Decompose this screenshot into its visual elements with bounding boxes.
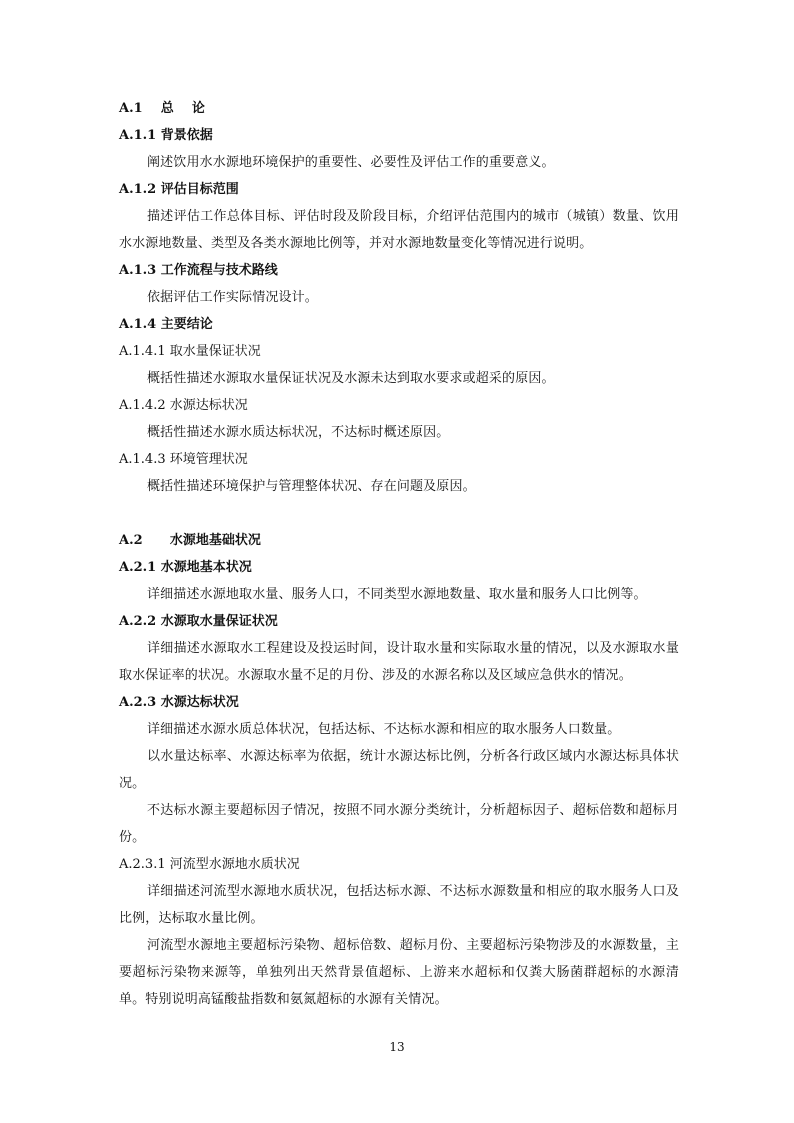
paragraph-a2-1: 详细描述水源地取水量、服务人口，不同类型水源地数量、取水量和服务人口比例等。 [147,587,647,602]
paragraph-a2-3-3: 不达标水源主要超标因子情况，按照不同水源分类统计，分析超标因子、超标倍数和超标月份。 [119,803,679,845]
heading-a1-4-1: A.1.4.1 取水量保证状况 [119,344,261,359]
heading-a1-3: A.1.3 工作流程与技术路线 [119,263,278,278]
heading-a1-4-3: A.1.4.3 环境管理状况 [119,452,248,467]
paragraph-a1-4-2: 概括性描述水源水质达标状况，不达标时概述原因。 [147,425,450,440]
heading-a1-1: A.1.1 背景依据 [119,128,213,143]
paragraph-a2-3-1-2: 河流型水源地主要超标污染物、超标倍数、超标月份、主要超标污染物涉及的水源数量，主要超标污染物来源等，单独列出天然背景值超标、上游来水超标和仅粪大肠菌群超标的水源清单。特别说明高锰酸盐指数和氨氮超标的水源有关情况。 [119,938,679,1007]
heading-a2-3-1: A.2.3.1 河流型水源地水质状况 [119,857,300,872]
page-number: 13 [389,1040,405,1054]
section-heading-a2: A.2 水源地基础状况 [119,533,261,548]
paragraph-a2-3-1-1: 详细描述河流型水源地水质状况，包括达标水源、不达标水源数量和相应的取水服务人口及比例，达标取水量比例。 [119,884,679,926]
paragraph-a2-3-2: 以水量达标率、水源达标率为依据，统计水源达标比例，分析各行政区域内水源达标具体状况。 [119,749,679,791]
heading-a1-2: A.1.2 评估目标范围 [119,182,239,197]
section-spacer [119,500,679,527]
heading-a2-1: A.2.1 水源地基本状况 [119,560,252,575]
paragraph-a2-3-1: 详细描述水源水质总体状况，包括达标、不达标水源和相应的取水服务人口数量。 [147,722,621,737]
paragraph-a1-4-3: 概括性描述环境保护与管理整体状况、存在问题及原因。 [147,479,476,494]
paragraph-a1-1: 阐述饮用水水源地环境保护的重要性、必要性及评估工作的重要意义。 [147,155,555,170]
page-body [119,95,679,1013]
paragraph-a1-3: 依据评估工作实际情况设计。 [147,290,318,305]
heading-a1-4-2: A.1.4.2 水源达标状况 [119,398,248,413]
heading-a2-2: A.2.2 水源取水量保证状况 [119,614,278,629]
heading-a2-3: A.2.3 水源达标状况 [119,695,239,710]
section-heading-a1: A.1 总 论 [119,101,205,116]
heading-a1-4: A.1.4 主要结论 [119,317,213,332]
paragraph-a1-4-1: 概括性描述水源取水量保证状况及水源未达到取水要求或超采的原因。 [147,371,555,386]
paragraph-a2-2: 详细描述水源取水工程建设及投运时间，设计取水量和实际取水量的情况，以及水源取水量取水保证率的状况。水源取水量不足的月份、涉及的水源名称以及区域应急供水的情况。 [119,641,679,683]
paragraph-a1-2: 描述评估工作总体目标、评估时段及阶段目标，介绍评估范围内的城市（城镇）数量、饮用水水源地数量、类型及各类水源地比例等，并对水源地数量变化等情况进行说明。 [119,209,679,251]
